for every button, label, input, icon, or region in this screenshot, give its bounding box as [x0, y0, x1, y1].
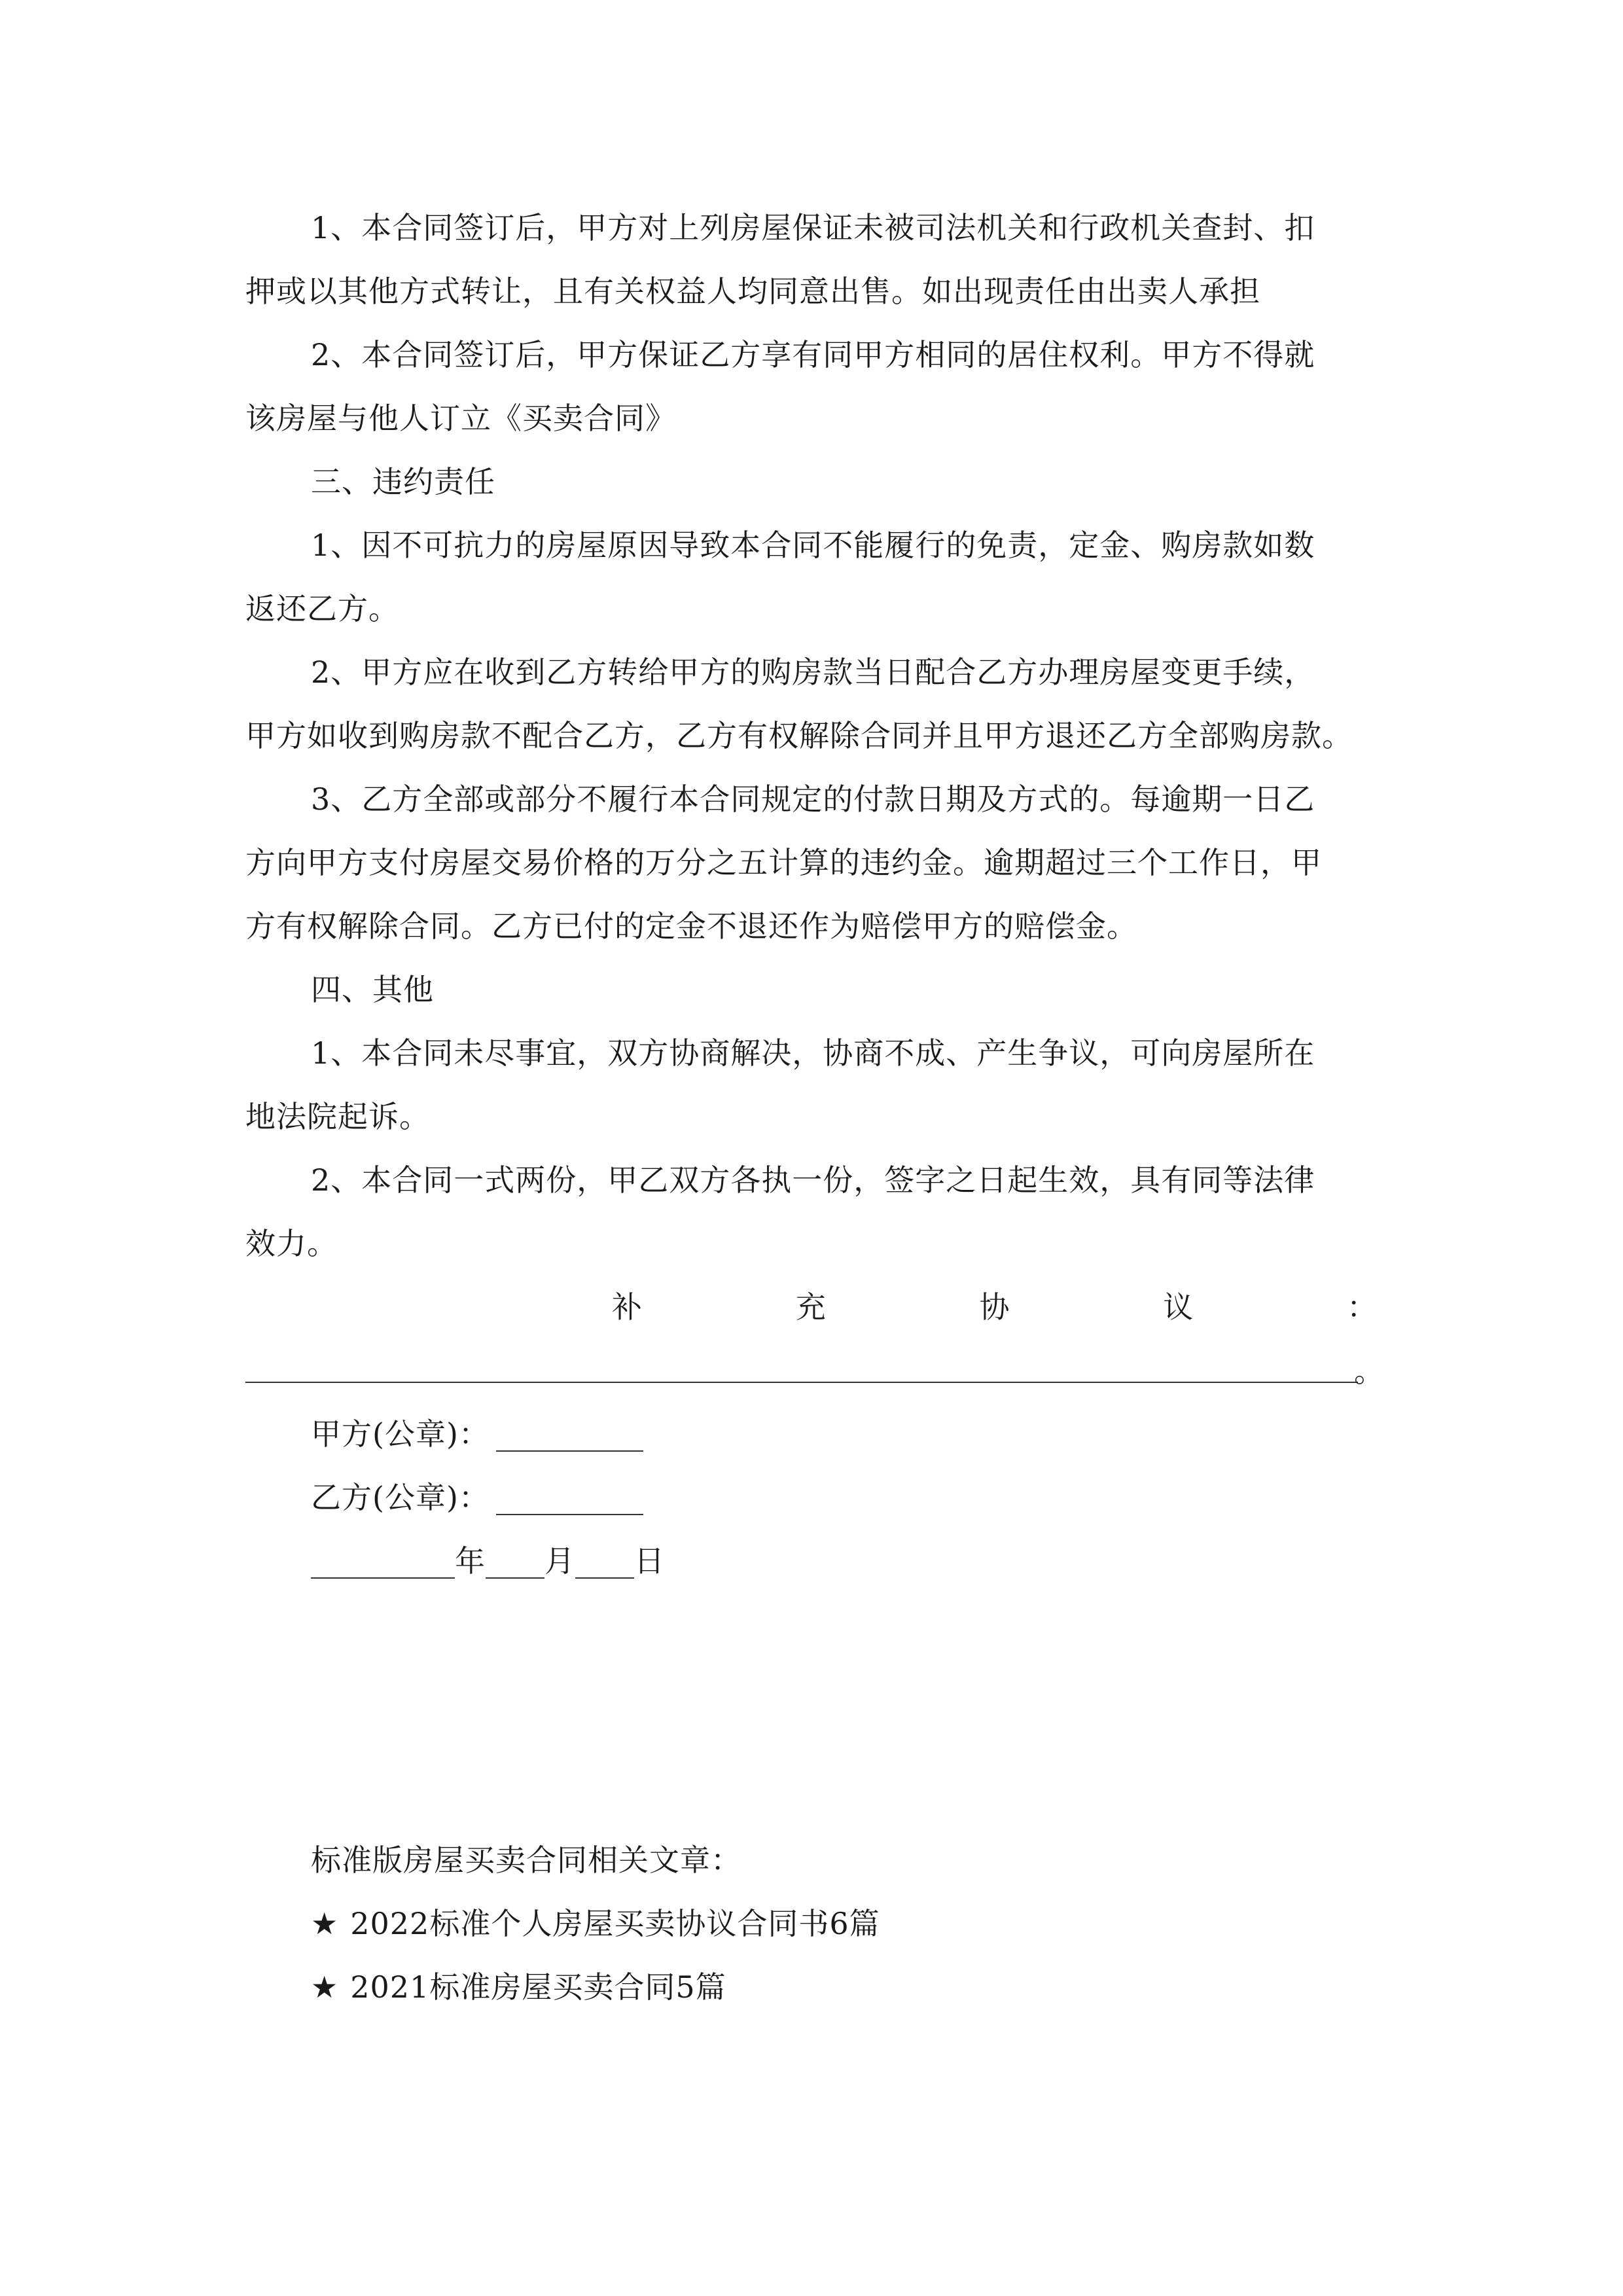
clause-text: 2、本合同签订后，甲方保证乙方享有同甲方相同的居住权利。甲方不得就	[311, 337, 1315, 372]
clause-text: 3、乙方全部或部分不履行本合同规定的付款日期及方式的。每逾期一日乙	[311, 781, 1315, 817]
supplement-rule	[245, 1382, 1358, 1383]
clause-text: 效力。	[245, 1226, 338, 1261]
supplement-blank	[245, 1339, 1384, 1403]
party-a-signature	[245, 1403, 1378, 1466]
year-label: 年	[455, 1543, 486, 1579]
party-b-blank	[496, 1475, 643, 1515]
supplement-char: 补	[612, 1289, 643, 1325]
clause-text: 方向甲方支付房屋交易价格的万分之五计算的违约金。逾期超过三个工作日，甲	[245, 845, 1322, 880]
supplement-char: 议	[1163, 1289, 1194, 1325]
month-blank	[486, 1538, 544, 1579]
related-articles	[245, 1829, 1378, 2019]
clause-text: 1、本合同签订后，甲方对上列房屋保证未被司法机关和行政机关查封、扣	[311, 210, 1315, 245]
clause-text: 1、因不可抗力的房屋原因导致本合同不能履行的免责，定金、购房款如数	[311, 528, 1315, 563]
related-link[interactable]	[245, 1956, 1378, 2019]
clause-text: 1、本合同未尽事宜，双方协商解决，协商不成、产生争议，可向房屋所在	[311, 1035, 1315, 1071]
supplement-end-mark: 。	[1354, 1354, 1384, 1389]
clause-text: 该房屋与他人订立《买卖合同》	[245, 401, 676, 436]
supplement-char: ：	[1347, 1289, 1378, 1325]
clause-text: 押或以其他方式转让，且有关权益人均同意出售。如出现责任由出卖人承担	[245, 274, 1260, 309]
star-icon: ★	[311, 1906, 339, 1941]
clause-text: 2、本合同一式两份，甲乙双方各执一份，签字之日起生效，具有同等法律	[311, 1162, 1315, 1198]
party-a-label: 甲方(公章)：	[311, 1416, 490, 1452]
related-heading: 标准版房屋买卖合同相关文章：	[311, 1842, 741, 1878]
supplement-char: 充	[795, 1289, 827, 1325]
clause-text: 地法院起诉。	[245, 1099, 430, 1134]
month-label: 月	[544, 1543, 575, 1579]
party-b-label: 乙方(公章)：	[311, 1480, 490, 1515]
clause-text: 2、甲方应在收到乙方转给甲方的购房款当日配合乙方办理房屋变更手续，	[311, 655, 1315, 690]
clause-text: 方有权解除合同。乙方已付的定金不退还作为赔偿甲方的赔偿金。	[245, 908, 1137, 944]
section-heading: 四、其他	[311, 972, 434, 1007]
related-link-text[interactable]: 2022标准个人房屋买卖协议合同书6篇	[350, 1906, 880, 1941]
year-blank	[311, 1538, 455, 1579]
document-page	[245, 196, 1384, 2019]
section-heading: 三、违约责任	[311, 464, 495, 499]
clause-text: 返还乙方。	[245, 591, 399, 626]
day-blank	[575, 1538, 634, 1579]
day-label: 日	[634, 1543, 665, 1579]
supplement-heading	[245, 1276, 1378, 1339]
related-link-text[interactable]: 2021标准房屋买卖合同5篇	[350, 1969, 726, 2005]
party-a-blank	[496, 1411, 643, 1452]
party-b-signature	[245, 1466, 1378, 1530]
related-link[interactable]	[245, 1892, 1378, 1956]
supplement-char: 协	[979, 1289, 1010, 1325]
star-icon: ★	[311, 1969, 339, 2005]
date-line	[245, 1530, 1378, 1593]
clause-text: 甲方如收到购房款不配合乙方，乙方有权解除合同并且甲方退还乙方全部购房款。	[245, 718, 1353, 753]
